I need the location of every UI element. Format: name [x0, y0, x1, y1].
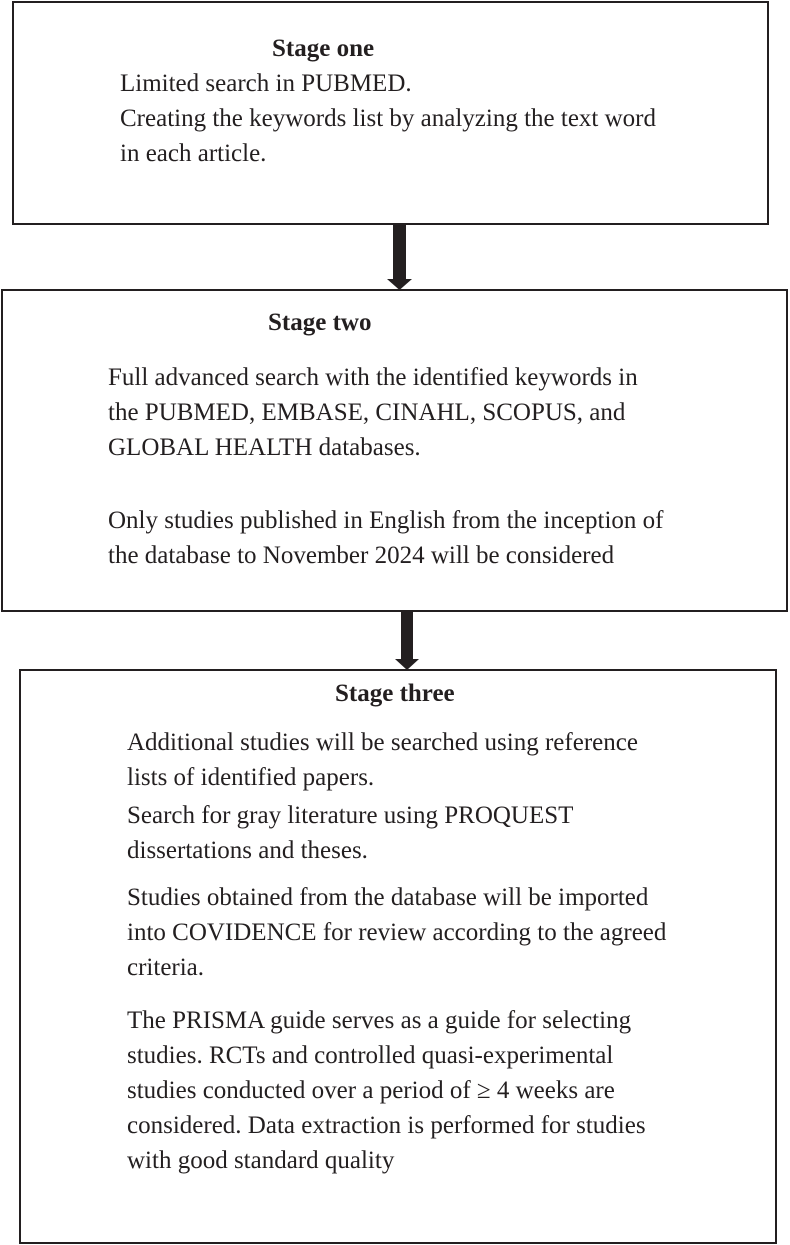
- text-line: into COVIDENCE for review according to the agreed: [127, 919, 667, 946]
- text-line: Limited search in PUBMED.: [120, 70, 412, 97]
- stage-one-title: Stage one: [272, 35, 375, 62]
- text-line: with good standard quality: [127, 1147, 395, 1174]
- text-line: Creating the keywords list by analyzing the text word: [120, 105, 656, 132]
- text-line: The PRISMA guide serves as a guide for selecting: [127, 1007, 632, 1034]
- stage-three-paragraph: [127, 725, 638, 795]
- text-line: considered. Data extraction is performed for studies: [127, 1112, 646, 1139]
- text-line: Full advanced search with the identified keywords in: [108, 364, 638, 391]
- arrow-down-icon: [385, 223, 415, 291]
- stage-one-paragraph: [120, 66, 656, 171]
- text-line: studies conducted over a period of ≥ 4 weeks are: [127, 1077, 615, 1104]
- text-line: Search for gray literature using PROQUEST: [127, 802, 574, 829]
- text-line: in each article.: [120, 140, 267, 167]
- stage-two-paragraph: [108, 360, 638, 465]
- text-line: dissertations and theses.: [127, 837, 368, 864]
- text-line: criteria.: [127, 954, 205, 981]
- text-line: lists of identified papers.: [127, 764, 375, 791]
- stage-three-paragraph: [127, 880, 666, 985]
- text-line: Additional studies will be searched using reference: [127, 729, 638, 756]
- text-line: the PUBMED, EMBASE, CINAHL, SCOPUS, and: [108, 399, 626, 426]
- stage-three-title: Stage three: [335, 680, 455, 707]
- text-line: studies. RCTs and controlled quasi-experimental: [127, 1042, 614, 1069]
- text-line: Only studies published in English from the inception of: [108, 507, 664, 534]
- arrow-down-icon: [393, 611, 423, 671]
- text-line: GLOBAL HEALTH databases.: [108, 434, 421, 461]
- text-line: Studies obtained from the database will be imported: [127, 884, 649, 911]
- stage-two-title: Stage two: [268, 309, 372, 336]
- stage-three-paragraph: [127, 798, 573, 868]
- text-line: the database to November 2024 will be considered: [108, 542, 615, 569]
- stage-two-paragraph: [108, 503, 664, 573]
- stage-three-paragraph: [127, 1003, 646, 1178]
